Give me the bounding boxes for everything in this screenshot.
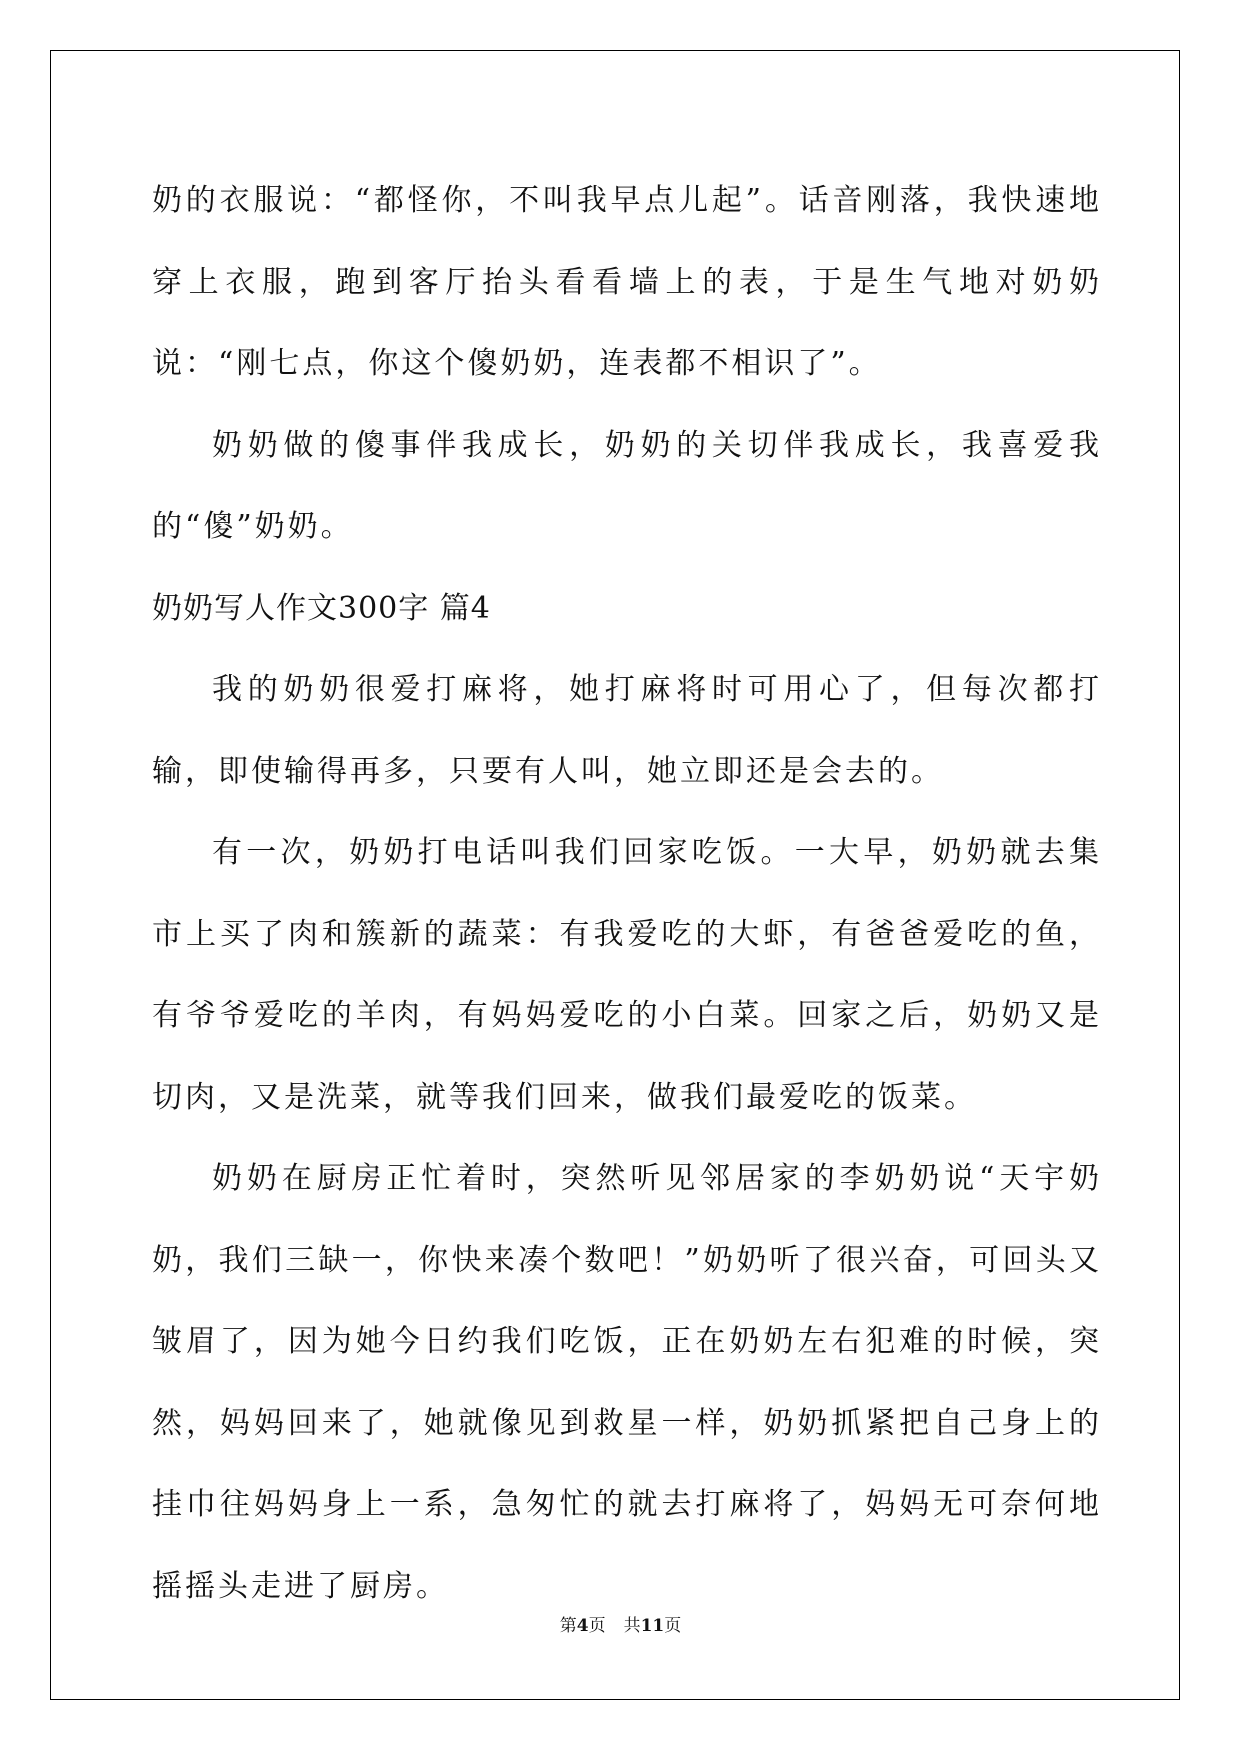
- section-heading: 奶奶写人作文300字 篇4: [152, 590, 491, 626]
- paragraph: 有一次，奶奶打电话叫我们回家吃饭。一大早，奶奶就去集市上买了肉和簇新的蔬菜：有我爱吃的大虾，有爸爸爱吃的鱼，有爷爷爱吃的羊肉，有妈妈爱吃的小白菜。回家之后，奶奶又是切肉，又是洗菜，就等我们回来，做我们最爱吃的饭菜。: [152, 835, 1102, 1115]
- paragraph: 我的奶奶很爱打麻将，她打麻将时可用心了，但每次都打输，即使输得再多，只要有人叫，她立即还是会去的。: [152, 672, 1102, 789]
- page-suffix: 页: [588, 1616, 606, 1636]
- page-footer: [0, 1611, 1241, 1636]
- total-prefix: 共: [623, 1616, 641, 1636]
- page-number: 4: [576, 1616, 589, 1636]
- paragraph: 奶奶在厨房正忙着时，突然听见邻居家的李奶奶说“天宇奶奶，我们三缺一，你快来凑个数吧！”奶奶听了很兴奋，可回头又皱眉了，因为她今日约我们吃饭，正在奶奶左右犯难的时候，突然，妈妈回来了，她就像见到救星一样，奶奶抓紧把自己身上的挂巾往妈妈身上一系，急匆忙的就去打麻将了，妈妈无可奈何地摇摇头走进了厨房。: [152, 1161, 1102, 1604]
- paragraph: 奶的衣服说：“都怪你，不叫我早点儿起”。话音刚落，我快速地穿上衣服，跑到客厅抬头看看墙上的表，于是生气地对奶奶说：“刚七点，你这个傻奶奶，连表都不相识了”。: [152, 183, 1102, 381]
- total-pages: 11: [640, 1616, 665, 1636]
- page-prefix: 第: [559, 1616, 577, 1636]
- total-suffix: 页: [664, 1616, 682, 1636]
- paragraph: 奶奶做的傻事伴我成长，奶奶的关切伴我成长，我喜爱我的“傻”奶奶。: [152, 427, 1102, 544]
- document-body: [152, 160, 1102, 1627]
